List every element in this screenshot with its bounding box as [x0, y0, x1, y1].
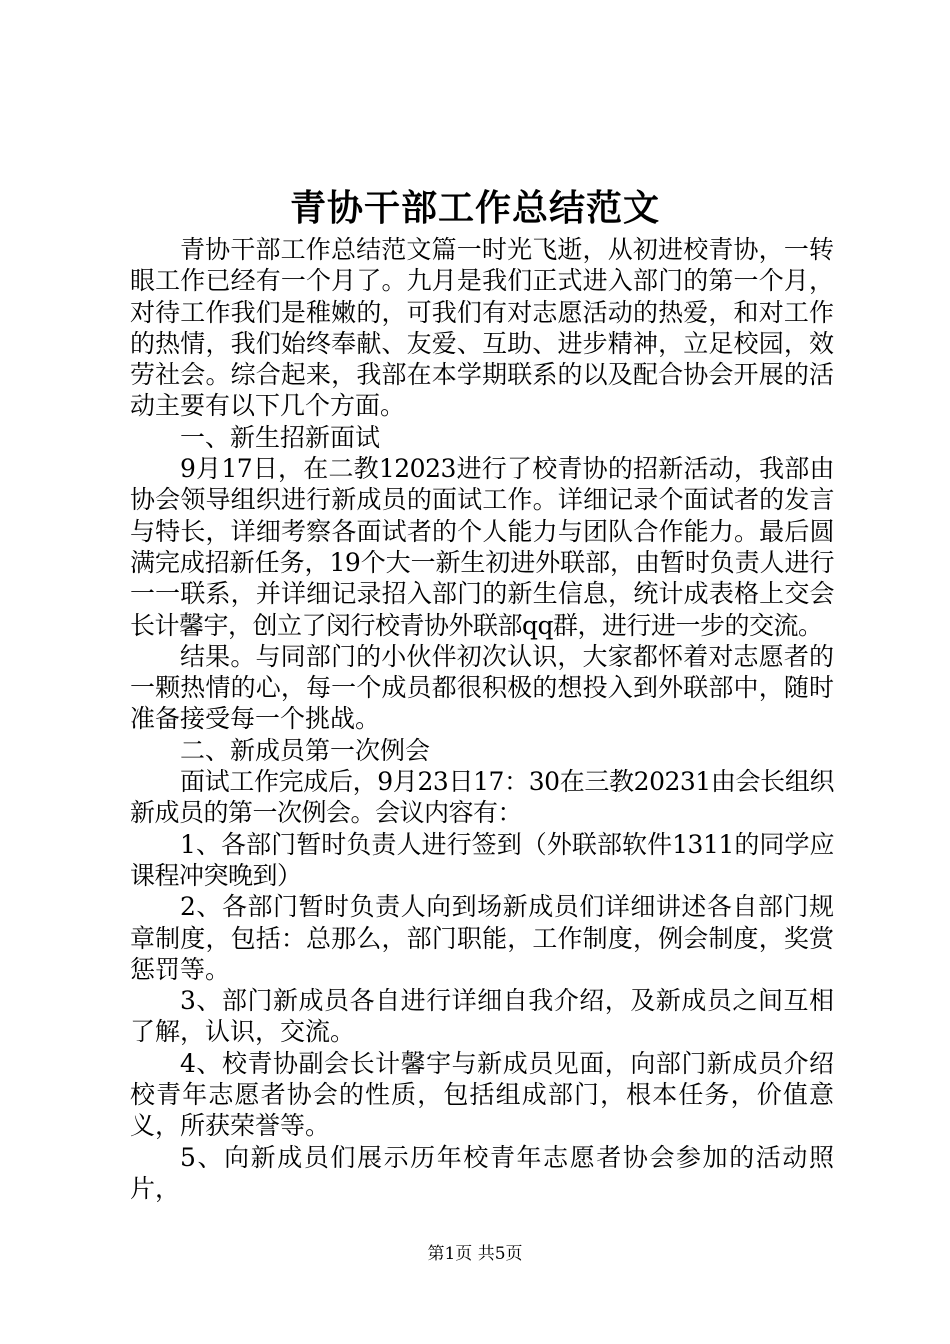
section-heading-first-meeting: 二、新成员第一次例会: [180, 735, 431, 765]
paragraph-meeting-intro: 面试工作完成后，9月23日17：30在三教20231由会长组织新成员的第一次例会。会议内容有：: [130, 767, 834, 828]
document-body: [130, 234, 834, 1204]
page-footer: 第1页 共5页: [427, 1244, 523, 1264]
list-item-3: 3、部门新成员各自进行详细自我介绍，及新成员之间互相了解，认识，交流。: [130, 986, 834, 1047]
list-item-2: 2、各部门暂时负责人向到场新成员们详细讲述各自部门规章制度，包括：总那么，部门职能，工作制度，例会制度，奖赏惩罚等。: [130, 892, 834, 984]
section-heading-recruitment: 一、新生招新面试: [180, 422, 381, 452]
list-item-5: 5、向新成员们展示历年校青年志愿者协会参加的活动照片，: [130, 1142, 834, 1203]
paragraph-intro: 青协干部工作总结范文篇一时光飞逝，从初进校青协，一转眼工作已经有一个月了。九月是我们正式进入部门的第一个月，对待工作我们是稚嫩的，可我们有对志愿活动的热爱，和对工作的热情，我们始终奉献、友爱、互助、进步精神，立足校园，效劳社会。综合起来，我部在本学期联系的以及配合协会开展的活动主要有以下几个方面。: [130, 235, 834, 421]
document-title: 青协干部工作总结范文: [289, 187, 660, 229]
paragraph-result: 结果。与同部门的小伙伴初次认识，大家都怀着对志愿者的一颗热情的心，每一个成员都很积极的想投入到外联部中，随时准备接受每一个挑战。: [130, 641, 834, 734]
list-item-1: 1、各部门暂时负责人进行签到（外联部软件1311的同学应课程冲突晚到）: [130, 829, 834, 890]
paragraph-recruitment: 9月17日，在二教12023进行了校青协的招新活动，我部由协会领导组织进行新成员的面试工作。详细记录个面试者的发言与特长，详细考察各面试者的个人能力与团队合作能力。最后圆满完成招新任务，19个大一新生初进外联部，由暂时负责人进行一一联系，并详细记录招入部门的新生信息，统计成表格上交会长计馨宇，创立了闵行校青协外联部qq群，进行进一步的交流。: [130, 454, 834, 640]
list-item-4: 4、校青协副会长计馨宇与新成员见面，向部门新成员介绍校青年志愿者协会的性质，包括组成部门，根本任务，价值意义，所获荣誉等。: [130, 1048, 834, 1141]
